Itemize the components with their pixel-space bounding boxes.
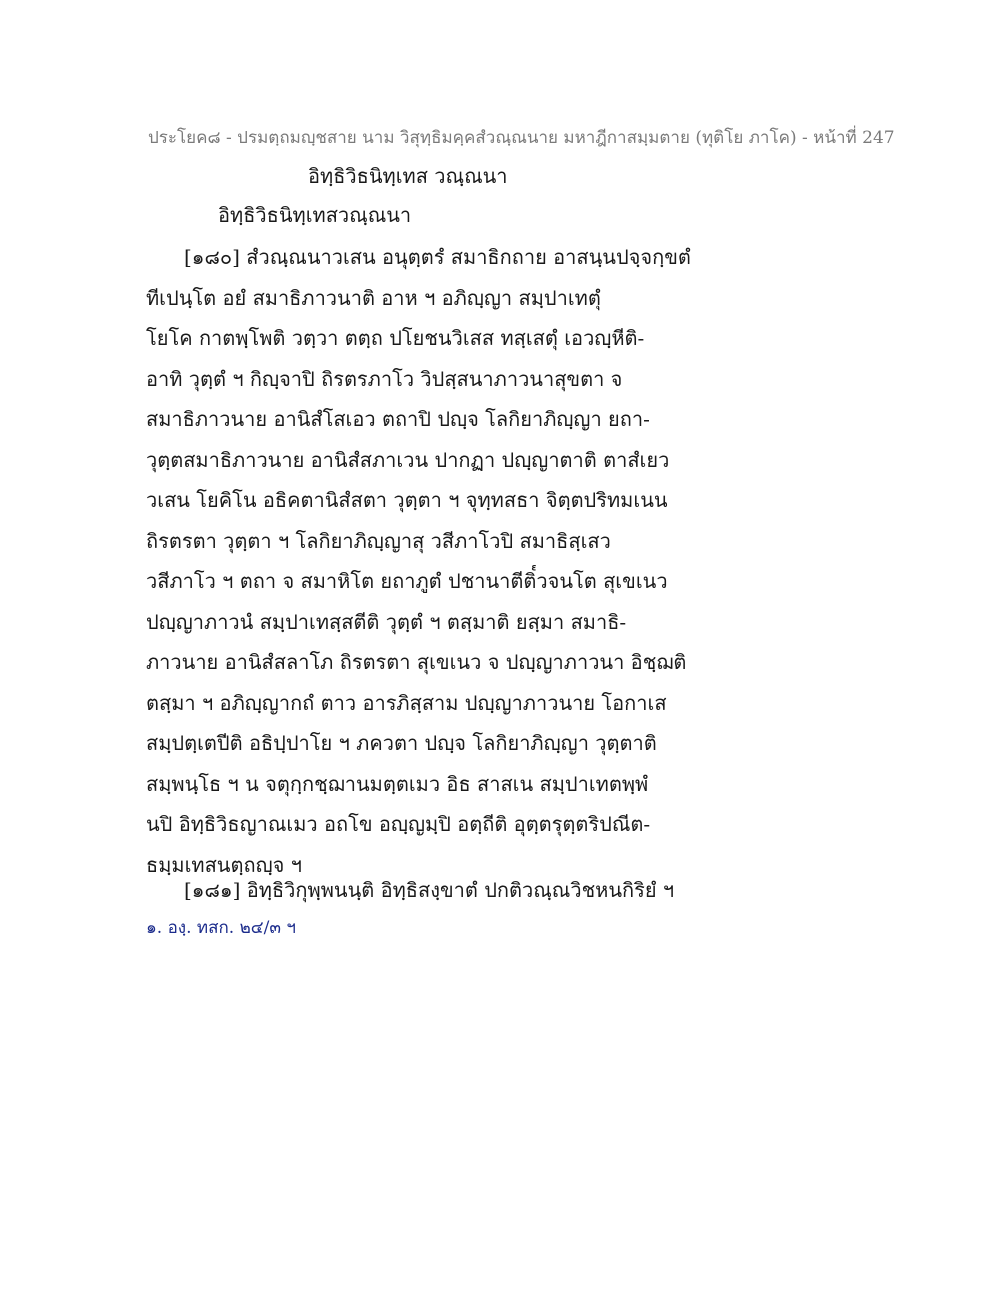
paragraph-181: [๑๘๑] อิทฺธิวิกุพฺพนนฺติ อิทฺธิสงฺขาตํ ปกติวณฺณวิชหนกิริยํ ฯ [184,878,675,902]
body-text [146,237,691,885]
running-header: ประโยค๘ - ปรมตฺถมญฺชสาย นาม วิสุทฺธิมคฺคสํวณฺณนาย มหาฎีกาสมฺมตาย (ทุติโย ภาโค) - หน้าที่ 247 [148,128,895,148]
text-line: วุตฺตสมาธิภาวนาย อานิสํสภาเวน ปากฏา ปญฺญาตาติ ตาสํเยว [146,447,670,472]
text-line: วเสน โยคิโน อธิคตานิสํสตา วุตฺตา ฯ จุทฺทสธา จิตฺตปริทมเนน [146,488,668,512]
text-line: วสีภาโว ฯ ตถา จ สมาหิโต ยถาภูตํ ปชานาตีติ๎วจนโต สุเขเนว [146,569,668,593]
section-subheading: อิทฺธิวิธนิทฺเทสวณฺณนา [218,203,412,227]
text-line: สมฺพนฺโธ ฯ น จตุกฺกชฺฌานมตฺตเมว อิธ สาสเน สมฺปาเทตพฺพํ [146,771,649,796]
text-line: นปิ อิทฺธิวิธญาณเมว อถโข อญฺญมฺปิ อตฺถีติ อุตฺตรุตฺตริปณีต- [146,812,651,836]
text-line: สมฺปตฺเตปีติ อธิปฺปาโย ฯ ภควตา ปญฺจ โลกิยาภิญฺญา วุตฺตาติ [146,731,657,755]
text-line: ถิรตรตา วุตฺตา ฯ โลกิยาภิญฺญาสุ วสีภาโวปิ สมาธิสฺเสว [146,528,611,553]
text-line: สมาธิภาวนาย อานิสํโสเอว ตถาปิ ปญฺจ โลกิยาภิญฺญา ยถา- [146,407,650,431]
footnote: ๑. องฺ. ทสก. ๒๔/๓ ฯ [146,918,296,938]
text-line: ปญฺญาภาวนํ สมฺปาเทสฺสตีติ วุตฺตํ ฯ ตสฺมาติ ยสฺมา สมาธิ- [146,609,627,634]
text-line: ตสฺมา ฯ อภิญฺญากถํ ตาว อารภิสฺสาม ปญฺญาภาวนาย โอกาเส [146,690,667,715]
text-line: ธมฺมเทสนตฺถญฺจ ฯ [146,852,302,877]
text-line: อาทิ วุตฺตํ ฯ กิญฺจาปิ ถิรตรภาโว วิปสฺสนาภาวนาสุขตา จ [146,366,623,391]
text-line: [๑๘๐] สํวณฺณนาวเสน อนุตฺตรํ สมาธิกถาย อาสนฺนปจฺจกฺขตํ [184,245,691,269]
section-heading: อิทฺธิวิธนิทฺเทส วณฺณนา [308,164,508,188]
text-line: โยโค กาตพฺโพติ วตฺวา ตตฺถ ปโยชนวิเสส ทสฺเสตุํ เอวญฺหีติ- [146,326,645,350]
text-line: ภาวนาย อานิสํสลาโภ ถิรตรตา สุเขเนว จ ปญฺญาภาวนา อิชฺฌติ [146,650,687,674]
text-line: ทีเปนฺโต อยํ สมาธิภาวนาติ อาห ฯ อภิญฺญา สมฺปาเทตุํ [146,285,601,310]
